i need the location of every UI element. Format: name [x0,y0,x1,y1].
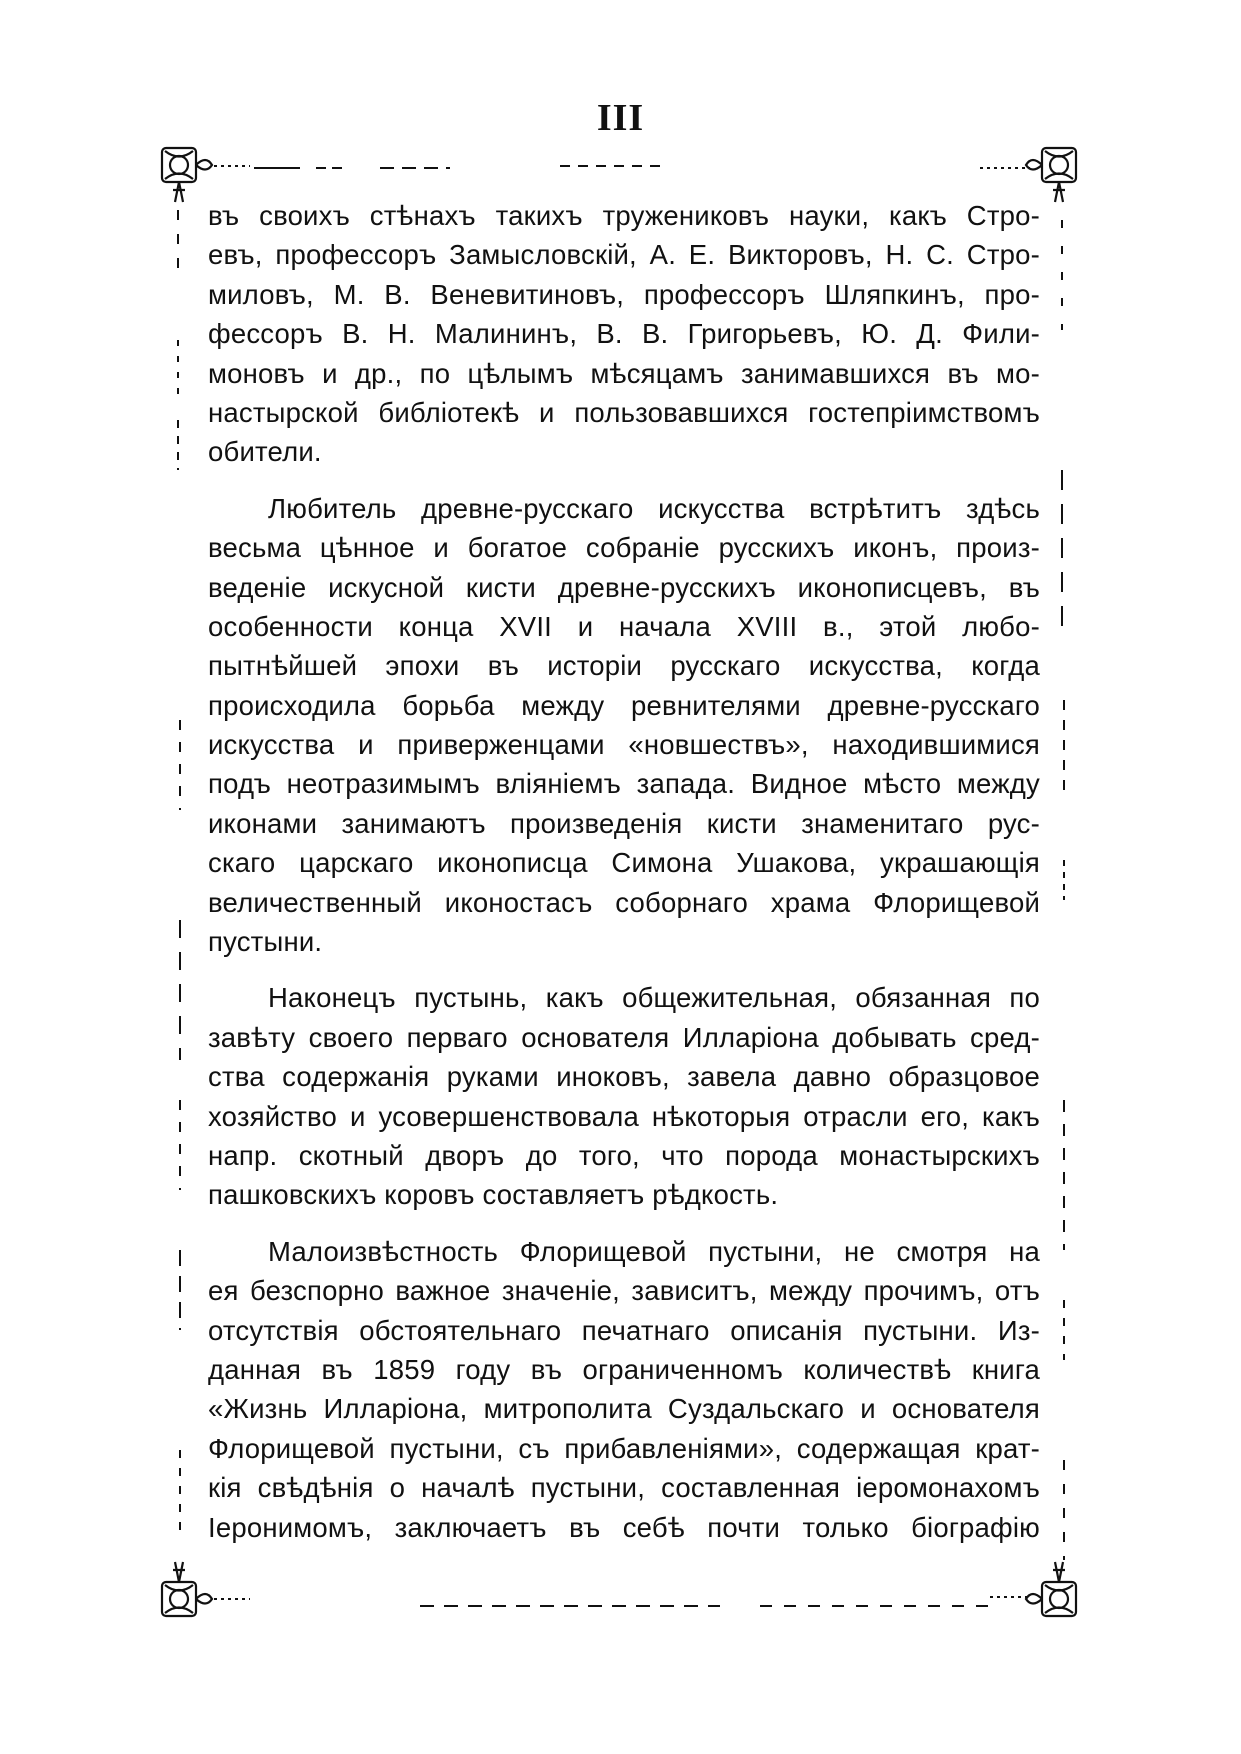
top-border-rule [214,166,1030,168]
text-line: завѣту своего перваго основателя Илларіона добывать сред- [208,1021,1040,1053]
text-line: кія свѣдѣнія о началѣ пустыни, составленная іеромонахомъ [208,1472,1040,1504]
paragraph [208,978,1040,1214]
text-line: подъ неотразимымъ вліяніемъ запада. Видное мѣсто между [208,768,1040,800]
text-line: фессоръ В. Н. Малининъ, В. В. Григорьевъ, Ю. Д. Фили- [208,318,1040,350]
paragraph [208,1232,1040,1547]
text-line: весьма цѣнное и богатое собраніе русскихъ иконъ, произ- [208,532,1040,564]
text-line: веденіе искусной кисти древне-русскихъ иконописцевъ, въ [208,571,1040,603]
text-line: хозяйство и усовершенствовала нѣкоторыя отрасли его, какъ [208,1100,1040,1132]
text-line: Іеронимомъ, заключаетъ въ себѣ почти только біографію [208,1511,1040,1543]
text-line: моновъ и др., по цѣлымъ мѣсяцамъ занимавшихся въ мо- [208,357,1040,389]
text-line: Флорищевой пустыни, съ прибавленіями», содержащая крат- [208,1432,1040,1464]
text-line: скаго царскаго иконописца Симона Ушакова, украшающія [208,847,1040,879]
text-line: Любитель древне-русскаго искусства встрѣтитъ здѣсь [268,492,1040,524]
text-line: Наконецъ пустынь, какъ общежительная, обязанная по [268,982,1040,1014]
text-line: настырской библіотекѣ и пользовавшихся гостепріимствомъ [208,396,1040,428]
text-line: миловъ, М. В. Веневитиновъ, профессоръ Шляпкинъ, про- [208,278,1040,310]
text-line: обители. [208,436,322,468]
text-line: Малоизвѣстность Флорищевой пустыни, не смотря на [268,1235,1040,1267]
text-line: въ своихъ стѣнахъ такихъ тружениковъ науки, какъ Стро- [208,200,1040,231]
text-line: искусства и приверженцами «новшествъ», находившимися [208,729,1040,761]
text-line: происходила борьба между ревнителями древне-русскаго [208,689,1040,721]
corner-ornament-bottom-left-icon [162,1562,212,1616]
text-line: напр. скотный дворъ до того, что порода монастырскихъ [208,1139,1040,1171]
text-line: данная въ 1859 году въ ограниченномъ количествѣ книга [208,1353,1040,1385]
text-line: пустыни. [208,926,323,958]
text-line: иконами занимаютъ произведенія кисти знаменитаго рус- [208,807,1040,839]
text-line: пытнѣйшей эпохи въ исторіи русскаго искусства, когда [208,650,1040,682]
paragraph [208,196,1040,472]
right-border-rule [1062,220,1064,1560]
body-text [208,196,1040,1564]
page-number: III [596,97,645,139]
text-line: ства содержанія руками иноковъ, завела давно образцовое [208,1061,1040,1093]
text-line: отсутствія обстоятельнаго печатнаго описанія пустыни. Из- [208,1314,1040,1346]
text-line: евъ, профессоръ Замысловскій, А. Е. Викторовъ, Н. С. Стро- [208,239,1040,271]
text-line: «Жизнь Илларіона, митрополита Суздальскаго и основателя [208,1393,1040,1425]
corner-ornament-top-right-icon [1026,148,1076,202]
bottom-border-rule [214,1597,1030,1606]
paragraph [208,489,1040,962]
text-line: ея безспорно важное значеніе, зависитъ, между прочимъ, отъ [208,1275,1040,1307]
text-line: величественный иконостасъ соборнаго храма Флорищевой [208,886,1040,918]
text-line: особенности конца XVII и начала XVIII в., этой любо- [208,610,1040,642]
corner-ornament-top-left-icon [162,148,212,202]
text-line: пашковскихъ коровъ составляетъ рѣдкость. [208,1179,779,1211]
corner-ornament-bottom-right-icon [1026,1562,1076,1616]
left-border-rule [178,210,180,1540]
